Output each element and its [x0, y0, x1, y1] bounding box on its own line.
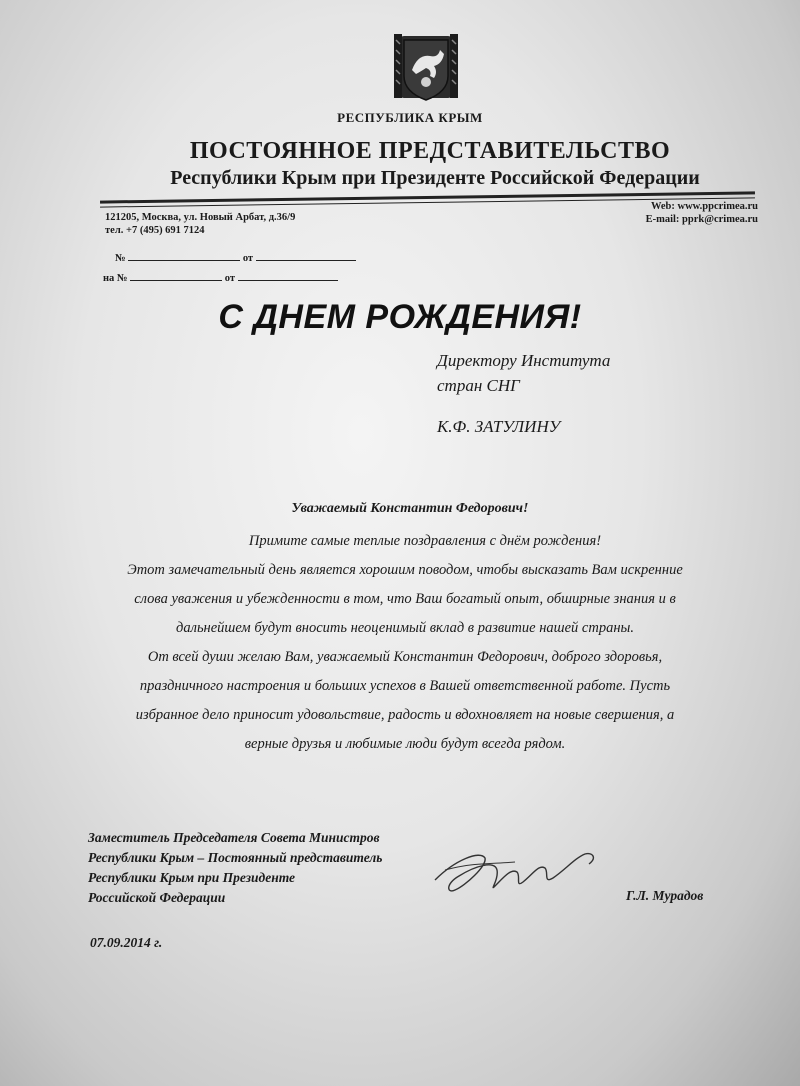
org-title: ПОСТОЯННОЕ ПРЕДСТАВИТЕЛЬСТВО — [189, 138, 671, 164]
signer-title-block — [88, 828, 382, 908]
body-line: праздничного настроения и больших успехов в Вашей ответственной работе. Пусть — [139, 678, 671, 694]
greeting-heading: С ДНЕМ РОЖДЕНИЯ! — [218, 298, 582, 336]
reply-number-label: на № — [103, 273, 128, 284]
signer-name: Г.Л. Мурадов — [626, 888, 704, 903]
number-label: № — [115, 253, 126, 264]
body-line: От всей души желаю Вам, уважаемый Константин Федорович, доброго здоровья, — [147, 649, 663, 665]
number-blank — [128, 250, 240, 261]
handwritten-signature — [425, 840, 625, 900]
org-subtitle: Республики Крым при Президенте Российской Федерации — [170, 167, 700, 189]
recipient-organization: стран СНГ — [437, 376, 520, 395]
republic-label: РЕСПУБЛИКА КРЫМ — [337, 110, 483, 125]
reply-from-label: от — [224, 273, 236, 284]
reply-number-line — [103, 270, 338, 284]
recipient-position: Директору Института — [437, 351, 611, 370]
reply-from-blank — [238, 270, 338, 281]
body-line: Этот замечательный день является хорошим поводом, чтобы высказать Вам искренние — [127, 562, 683, 578]
reply-number-blank — [130, 270, 222, 281]
registration-number-line — [115, 250, 356, 264]
contacts-block — [590, 200, 758, 226]
phone-line: тел. +7 (495) 691 7124 — [105, 225, 205, 236]
signer-title-line: Российской Федерации — [88, 890, 226, 905]
body-line: Примите самые теплые поздравления с днём рождения! — [248, 533, 602, 549]
letter-body — [75, 527, 735, 759]
signer-title-line: Республики Крым – Постоянный представитель — [88, 850, 383, 865]
recipient-name: К.Ф. ЗАТУЛИНУ — [437, 417, 561, 436]
body-line: верные друзья и любимые люди будут всегда рядом. — [244, 736, 566, 752]
web-line: Web: www.ppcrimea.ru — [650, 201, 758, 212]
body-line: избранное дело приносит удовольствие, радость и вдохновляет на новые свершения, а — [135, 707, 675, 723]
signer-title-line: Республики Крым при Президенте — [88, 870, 296, 885]
letter-date: 07.09.2014 г. — [90, 935, 163, 950]
body-line: дальнейшем будут вносить неоценимый вклад в развитие нашей страны. — [176, 620, 634, 636]
crimea-coat-of-arms-icon — [390, 30, 462, 106]
from-blank — [256, 250, 356, 261]
address-block — [105, 211, 295, 237]
signer-title-line: Заместитель Председателя Совета Министров — [88, 830, 380, 845]
email-line: E-mail: pprk@crimea.ru — [645, 214, 758, 225]
body-line: слова уважения и убежденности в том, что Ваш богатый опыт, обширные знания и в — [134, 591, 676, 607]
from-label: от — [242, 253, 254, 264]
salutation: Уважаемый Константин Федорович! — [291, 501, 529, 516]
address-line: 121205, Москва, ул. Новый Арбат, д.36/9 — [105, 212, 296, 223]
recipient-block — [437, 348, 610, 398]
